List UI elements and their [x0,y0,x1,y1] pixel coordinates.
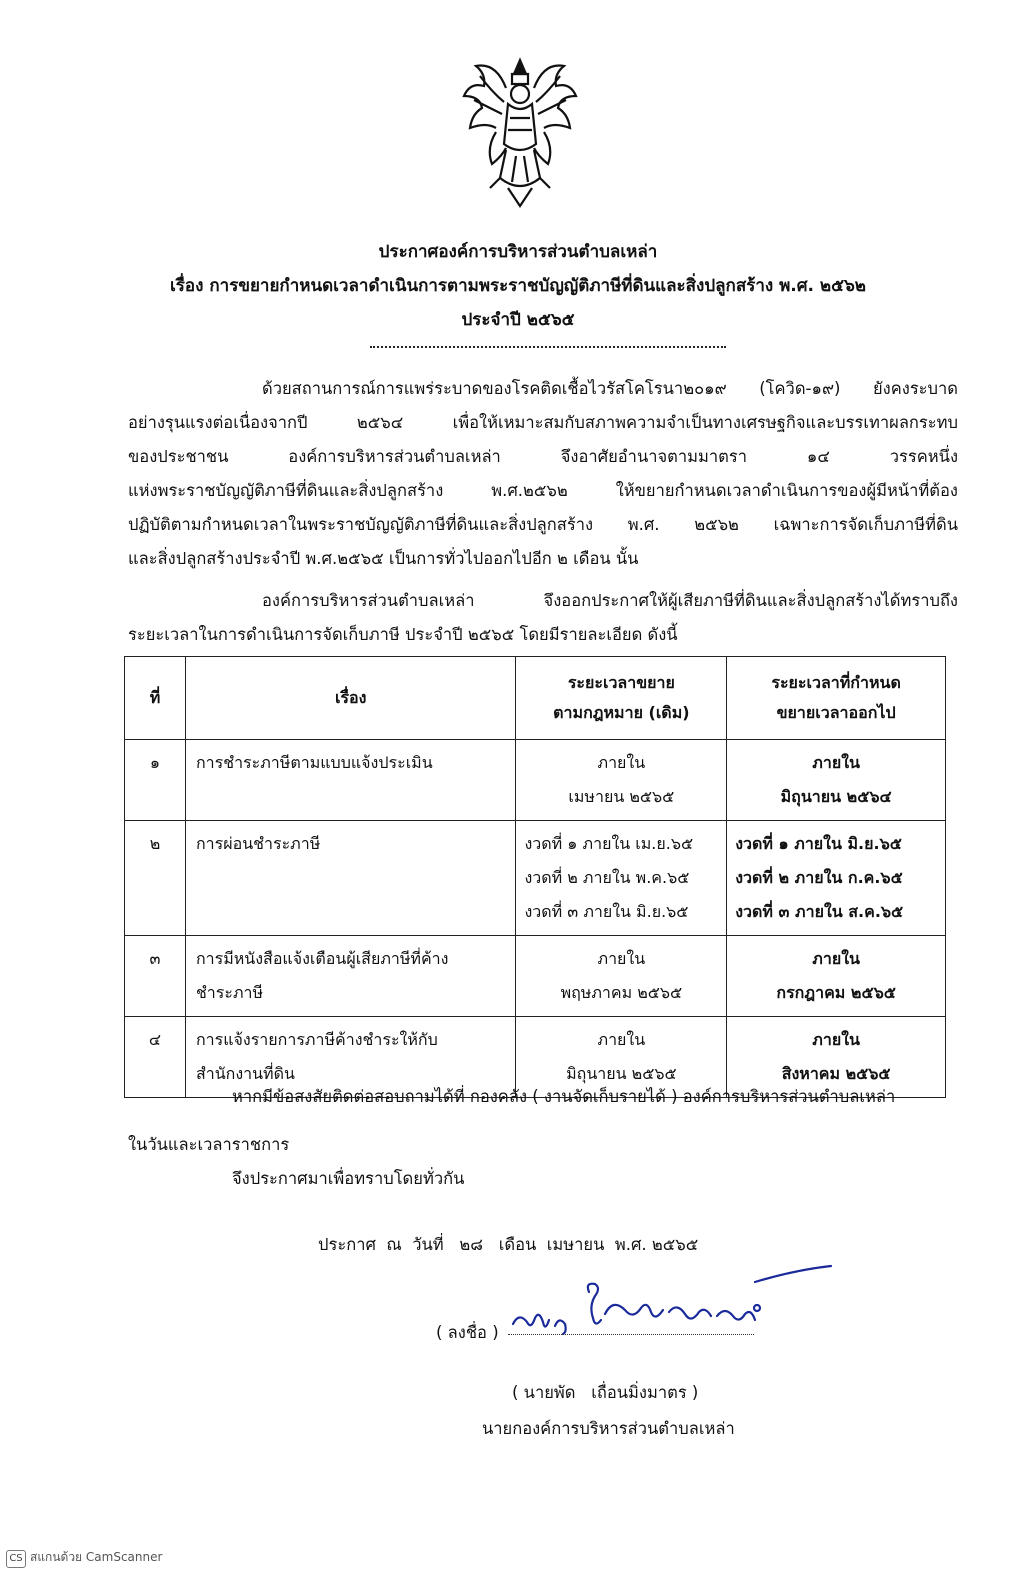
row-no: ๑ [149,753,161,772]
paragraph-line: แห่งพระราชบัญญัติภาษีที่ดินและสิ่งปลูกสร้าง พ.ศ.๒๕๖๒ ให้ขยายกำหนดเวลาดำเนินการของผู้มีหน้าที่ต้อง [128,481,958,500]
table-header-row [125,657,946,740]
sign-label: ( ลงชื่อ ) [436,1323,499,1342]
table-row [125,740,946,821]
row-subject: ชำระภาษี [195,983,264,1002]
row-subject: การผ่อนชำระภาษี [195,834,321,853]
row-no: ๔ [148,1030,162,1049]
footer-text: สแกนด้วย CamScanner [30,1550,163,1564]
paragraph-line: ระยะเวลาในการดำเนินการจัดเก็บภาษี ประจำปี ๒๕๖๕ โดยมีรายละเอียด ดังนี้ [128,625,678,644]
header-original: ระยะเวลาขยาย ตามกฎหมาย (เดิม) [516,657,727,740]
row-subject: สำนักงานที่ดิน [195,1064,295,1083]
row-extended: ภายใน [812,753,860,772]
table-row [125,821,946,936]
row-extended: ภายใน [812,1030,860,1049]
dotted-divider [370,346,726,348]
row-original: ภายใน [597,949,646,968]
announcement-date: ประกาศ ณ วันที่ ๒๘ เดือน เมษายน พ.ศ. ๒๕๖๕ [318,1235,699,1254]
announcement-year: ประจำปี ๒๕๖๕ [461,310,575,330]
paragraph-line: ปฏิบัติตามกำหนดเวลาในพระราชบัญญัติภาษีที่ดินและสิ่งปลูกสร้าง พ.ศ. ๒๕๖๒ เฉพาะการจัดเก็บภาษีที่ดิน [128,515,958,534]
signer-position: นายกองค์การบริหารส่วนตำบลเหล่า [482,1419,735,1438]
camscanner-icon: CS [6,1550,26,1568]
row-original: งวดที่ ๒ ภายใน พ.ค.๖๕ [524,868,690,887]
paragraph-line: และสิ่งปลูกสร้างประจำปี พ.ศ.๒๕๖๕ เป็นการทั่วไปออกไปอีก ๒ เดือน นั้น [128,549,639,568]
paragraph-line: ด้วยสถานการณ์การแพร่ระบาดของโรคติดเชื้อไวรัสโคโรนา๒๐๑๙ (โควิด-๑๙) ยังคงระบาด [262,379,958,398]
announcement-title: ประกาศองค์การบริหารส่วนตำบลเหล่า [378,242,658,262]
header-subject: เรื่อง [185,657,516,740]
row-extended: มิถุนายน ๒๕๖๔ [780,787,892,806]
handwritten-signature [505,1262,835,1352]
row-extended: งวดที่ ๑ ภายใน มิ.ย.๖๕ [735,834,902,853]
announce-closing: จึงประกาศมาเพื่อทราบโดยทั่วกัน [232,1169,465,1188]
row-original: ภายใน [597,753,646,772]
announcement-subject: เรื่อง การขยายกำหนดเวลาดำเนินการตามพระราชบัญญัติภาษีที่ดินและสิ่งปลูกสร้าง พ.ศ. ๒๕๖๒ [169,276,867,296]
row-original: ภายใน [597,1030,646,1049]
row-original: งวดที่ ๑ ภายใน เม.ย.๖๕ [524,834,694,853]
header-extended: ระยะเวลาที่กำหนด ขยายเวลาออกไป [727,657,946,740]
contact-hours: ในวันและเวลาราชการ [128,1135,290,1154]
paragraph-line: ของประชาชน องค์การบริหารส่วนตำบลเหล่า จึงอาศัยอำนาจตามมาตรา ๑๔ วรรคหนึ่ง [128,447,958,466]
row-original: พฤษภาคม ๒๕๖๕ [560,983,683,1002]
row-subject: การชำระภาษีตามแบบแจ้งประเมิน [195,753,433,772]
paragraph-line: องค์การบริหารส่วนตำบลเหล่า จึงออกประกาศให้ผู้เสียภาษีที่ดินและสิ่งปลูกสร้างได้ทราบถึง [262,591,958,610]
row-extended: งวดที่ ๓ ภายใน ส.ค.๖๕ [735,902,904,921]
row-extended: ภายใน [812,949,860,968]
header-no: ที่ [125,657,186,740]
row-no: ๓ [149,949,161,968]
signature-line [508,1334,754,1335]
row-extended: งวดที่ ๒ ภายใน ก.ค.๖๕ [735,868,903,887]
row-no: ๒ [149,834,161,853]
tax-schedule-table [124,656,946,1098]
row-original: เมษายน ๒๕๖๕ [568,787,675,806]
paragraph-line: อย่างรุนแรงต่อเนื่องจากปี ๒๕๖๔ เพื่อให้เหมาะสมกับสภาพความจำเป็นทางเศรษฐกิจและบรรเทาผลกระทบ [128,413,958,432]
row-subject: การมีหนังสือแจ้งเตือนผู้เสียภาษีที่ค้าง [195,949,449,968]
garuda-emblem [456,52,584,212]
row-extended: สิงหาคม ๒๕๖๕ [781,1064,891,1083]
row-original: งวดที่ ๓ ภายใน มิ.ย.๖๕ [524,902,689,921]
table-row [125,936,946,1017]
row-subject: การแจ้งรายการภาษีค้างชำระให้กับ [195,1030,438,1049]
signer-name: ( นายพัด เถื่อนมิ่งมาตร ) [512,1383,699,1402]
row-extended: กรกฎาคม ๒๕๖๕ [776,983,896,1002]
row-original: มิถุนายน ๒๕๖๕ [566,1064,677,1083]
camscanner-footer [6,1548,162,1568]
contact-info: หากมีข้อสงสัยติดต่อสอบถามได้ที่ กองคลัง ( งานจัดเก็บรายได้ ) องค์การบริหารส่วนตำบลเหล่า [232,1087,896,1106]
